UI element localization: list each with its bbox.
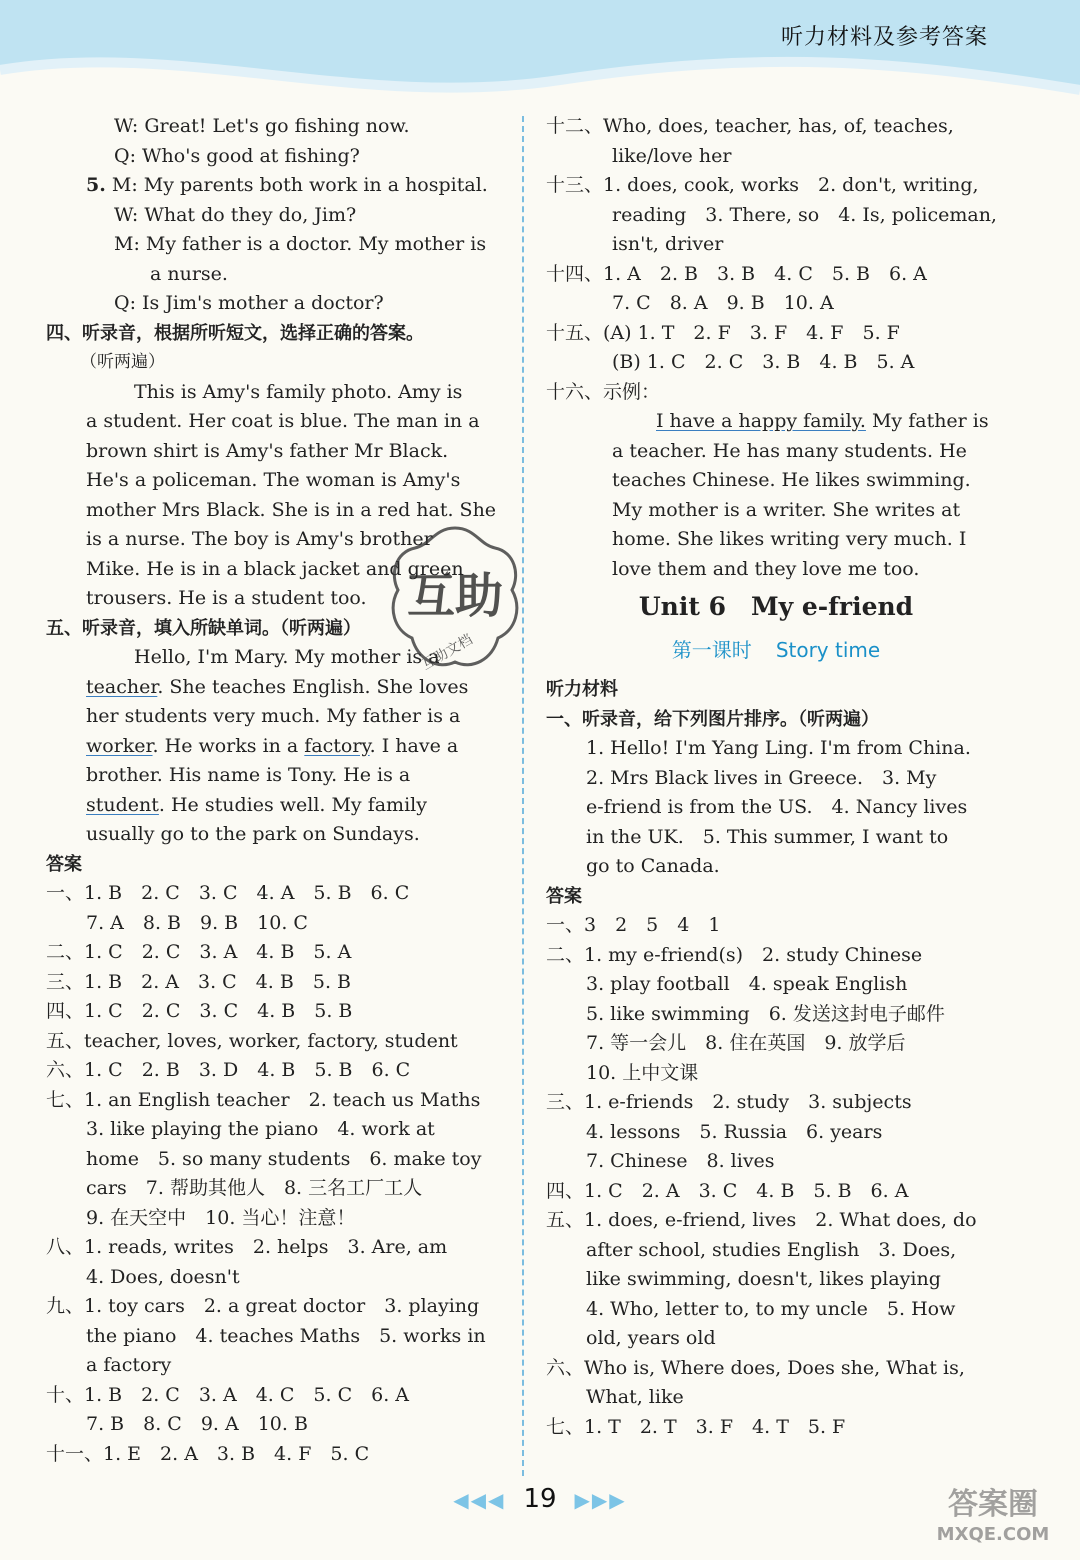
para-line: This is Amy's family photo. Amy is bbox=[134, 380, 463, 403]
left-column bbox=[46, 112, 506, 1469]
lesson-en: Story time bbox=[775, 637, 881, 662]
answer-line: 7. B 8. C 9. A 10. B bbox=[86, 1413, 308, 1435]
answer-line: cars 7. 帮助其他人 8. 三名工厂工人 bbox=[86, 1177, 423, 1199]
para-text: . He studies well. My family bbox=[158, 793, 427, 816]
section-1-title: 一、听录音，给下列图片排序。（听两遍） bbox=[546, 708, 879, 730]
answer-line: 4. Does, doesn't bbox=[86, 1265, 240, 1288]
answer-line: 三、1. B 2. A 3. C 4. B 5. B bbox=[46, 970, 351, 993]
answer-line: 3. like playing the piano 4. work at bbox=[86, 1118, 435, 1140]
answer-line: reading 3. There, so 4. Is, policeman, bbox=[612, 203, 997, 226]
answer-line: 十三、1. does, cook, works 2. don't, writing, bbox=[546, 174, 979, 196]
watermark-url: MXQE.COM bbox=[936, 1524, 1050, 1545]
listen-line: 1. Hello! I'm Yang Ling. I'm from China. bbox=[586, 737, 971, 759]
answer-line: 4. Who, letter to, to my uncle 5. How bbox=[586, 1297, 956, 1320]
stamp-subtext: 互助文档 bbox=[419, 631, 476, 674]
wave-decoration bbox=[0, 0, 1080, 120]
para-line: brown shirt is Amy's father Mr Black. bbox=[86, 439, 449, 462]
lesson-cn: 第一课时 bbox=[671, 637, 752, 662]
unit-title: Unit 6 My e-friend bbox=[638, 592, 914, 621]
answer-line: 八、1. reads, writes 2. helps 3. Are, am bbox=[46, 1236, 448, 1258]
answers-label: 答案 bbox=[546, 885, 582, 907]
page-number: 19 bbox=[523, 1484, 557, 1514]
dialogue-line: a nurse. bbox=[150, 262, 228, 285]
sample-essay bbox=[546, 407, 1006, 584]
essay-line: home. She likes writing very much. I bbox=[612, 528, 967, 550]
dialogue-line: M: My father is a doctor. My mother is bbox=[114, 233, 487, 255]
right-answers bbox=[546, 911, 1006, 1442]
left-answers bbox=[46, 879, 506, 1469]
answer-line: 十四、1. A 2. B 3. B 4. C 5. B 6. A bbox=[546, 262, 927, 285]
answer-line: 六、1. C 2. B 3. D 4. B 5. B 6. C bbox=[46, 1059, 411, 1081]
answer-line: 五、1. does, e-friend, lives 2. What does, do bbox=[546, 1209, 977, 1231]
blank-answer: teacher bbox=[86, 675, 158, 698]
para-line: mother Mrs Black. She is in a red hat. She bbox=[86, 498, 497, 521]
blank-answer: worker bbox=[86, 734, 153, 757]
para-line bbox=[86, 732, 506, 762]
para-line: Hello, I'm Mary. My mother is a bbox=[134, 646, 440, 668]
para-text: . I have a bbox=[369, 734, 459, 757]
listening-label: 听力材料 bbox=[546, 679, 618, 700]
answer-line: (B) 1. C 2. C 3. B 4. B 5. A bbox=[612, 351, 915, 373]
listen-line: go to Canada. bbox=[586, 855, 720, 877]
prev-arrows-icon: ◀◀◀ bbox=[453, 1488, 506, 1512]
blank-answer: student bbox=[86, 793, 159, 816]
answer-line: 一、1. B 2. C 3. C 4. A 5. B 6. C bbox=[46, 882, 410, 904]
dialogue-line: W: What do they do, Jim? bbox=[114, 203, 357, 226]
listen-line: 2. Mrs Black lives in Greece. 3. My bbox=[586, 766, 937, 789]
essay-underlined: I have a happy family. bbox=[656, 410, 866, 432]
answer-line: 十五、(A) 1. T 2. F 3. F 4. F 5. F bbox=[546, 321, 900, 344]
answer-line: 二、1. my e-friend(s) 2. study Chinese bbox=[546, 943, 923, 966]
answer-line: like/love her bbox=[612, 144, 732, 167]
answer-line: 9. 在天空中 10. 当心！注意！ bbox=[86, 1206, 356, 1229]
answer-line: 7. A 8. B 9. B 10. C bbox=[86, 911, 308, 934]
answer-line: 一、3 2 5 4 1 bbox=[546, 914, 721, 936]
para-line: trousers. He is a student too. bbox=[86, 587, 367, 609]
column-divider bbox=[522, 116, 525, 1476]
dialogue-line: Q: Who's good at fishing? bbox=[114, 144, 360, 167]
q5-line bbox=[46, 171, 506, 201]
listen-line: e-friend is from the US. 4. Nancy lives bbox=[586, 796, 968, 818]
answer-line: What, like bbox=[586, 1386, 684, 1408]
answer-line: 7. C 8. A 9. B 10. A bbox=[612, 292, 834, 314]
para-text: . She teaches English. She loves bbox=[157, 675, 469, 698]
answer-line: 三、1. e-friends 2. study 3. subjects bbox=[546, 1091, 912, 1113]
para-line: Mike. He is in a black jacket and green bbox=[86, 557, 464, 580]
section-5-title: 五、听录音，填入所缺单词。（听两遍） bbox=[46, 617, 361, 639]
stamp-text: 互助 bbox=[406, 568, 504, 624]
stamp-seal bbox=[380, 520, 530, 690]
section-4-title: 四、听录音，根据所听短文，选择正确的答案。 bbox=[46, 322, 424, 344]
answer-line: the piano 4. teaches Maths 5. works in bbox=[86, 1324, 486, 1347]
para-line: is a nurse. The boy is Amy's brother bbox=[86, 528, 433, 550]
answer-line: a factory bbox=[86, 1354, 172, 1376]
answer-line: 六、Who is, Where does, Does she, What is, bbox=[546, 1356, 965, 1379]
para-line: usually go to the park on Sundays. bbox=[86, 823, 420, 845]
header-band bbox=[0, 0, 1080, 120]
answer-line: old, years old bbox=[586, 1327, 716, 1349]
answer-line: 十一、1. E 2. A 3. B 4. F 5. C bbox=[46, 1442, 370, 1465]
answer-line: 十、1. B 2. C 3. A 4. C 5. C 6. A bbox=[46, 1383, 410, 1406]
answer-line: after school, studies English 3. Does, bbox=[586, 1238, 957, 1261]
answer-line: 二、1. C 2. C 3. A 4. B 5. A bbox=[46, 941, 352, 963]
essay-line: My mother is a writer. She writes at bbox=[612, 498, 961, 521]
answer-line: home 5. so many students 6. make toy bbox=[86, 1147, 482, 1170]
dialogue-line: W: Great! Let's go fishing now. bbox=[114, 115, 410, 137]
essay-line: teaches Chinese. He likes swimming. bbox=[612, 469, 971, 491]
answer-line: like swimming, doesn't, likes playing bbox=[586, 1268, 941, 1290]
answer-line: 九、1. toy cars 2. a great doctor 3. playing bbox=[46, 1295, 480, 1317]
answer-line: 七、1. an English teacher 2. teach us Maths bbox=[46, 1088, 481, 1111]
para-line bbox=[86, 791, 506, 821]
answer-line: 7. Chinese 8. lives bbox=[586, 1150, 775, 1172]
answer-line: 十二、Who, does, teacher, has, of, teaches, bbox=[546, 115, 954, 137]
dialogue-line: M: My parents both work in a hospital. bbox=[111, 174, 488, 196]
para-line: brother. His name is Tony. He is a bbox=[86, 764, 411, 786]
listen-line: in the UK. 5. This summer, I want to bbox=[586, 825, 949, 848]
answer-line: 四、1. C 2. A 3. C 4. B 5. B 6. A bbox=[546, 1179, 909, 1202]
para-line: her students very much. My father is a bbox=[86, 705, 461, 727]
para-line: a student. Her coat is blue. The man in a bbox=[86, 410, 480, 432]
answer-line: 4. lessons 5. Russia 6. years bbox=[586, 1120, 883, 1143]
lesson-title bbox=[546, 636, 1006, 666]
answer-line: 七、1. T 2. T 3. F 4. T 5. F bbox=[546, 1415, 846, 1438]
para-line: He's a policeman. The woman is Amy's bbox=[86, 469, 461, 491]
header-title: 听力材料及参考答案 bbox=[780, 25, 988, 50]
answer-line: 十六、示例： bbox=[546, 380, 661, 403]
listening-material bbox=[546, 734, 1006, 882]
para-text: . He works in a bbox=[152, 734, 305, 757]
right-column bbox=[546, 112, 1006, 1442]
essay-text: My father is bbox=[865, 410, 989, 432]
answer-line: 10. 上中文课 bbox=[586, 1061, 699, 1084]
answer-line: 5. like swimming 6. 发送这封电子邮件 bbox=[586, 1002, 945, 1025]
blank-answer: factory bbox=[304, 734, 370, 757]
essay-line bbox=[612, 407, 1006, 437]
next-arrows-icon: ▶▶▶ bbox=[574, 1488, 627, 1512]
section-4-note: （听两遍） bbox=[80, 352, 165, 372]
answer-line: 3. play football 4. speak English bbox=[586, 973, 908, 995]
watermark-text: 答案圈 bbox=[948, 1487, 1038, 1522]
right-top-answers bbox=[546, 112, 1006, 407]
q5-number: 5. bbox=[86, 174, 106, 196]
answer-line: 四、1. C 2. C 3. C 4. B 5. B bbox=[46, 1000, 353, 1022]
answers-label: 答案 bbox=[46, 853, 82, 875]
essay-line: love them and they love me too. bbox=[612, 557, 920, 580]
answer-line: 7. 等一会儿 8. 住在英国 9. 放学后 bbox=[586, 1032, 906, 1054]
site-watermark bbox=[918, 1478, 1068, 1548]
answer-line: 五、teacher, loves, worker, factory, student bbox=[46, 1029, 458, 1052]
dialogue-line: Q: Is Jim's mother a doctor? bbox=[114, 292, 384, 314]
answer-line: isn't, driver bbox=[612, 233, 724, 255]
dialogue-block bbox=[46, 112, 506, 319]
essay-line: a teacher. He has many students. He bbox=[612, 439, 967, 462]
